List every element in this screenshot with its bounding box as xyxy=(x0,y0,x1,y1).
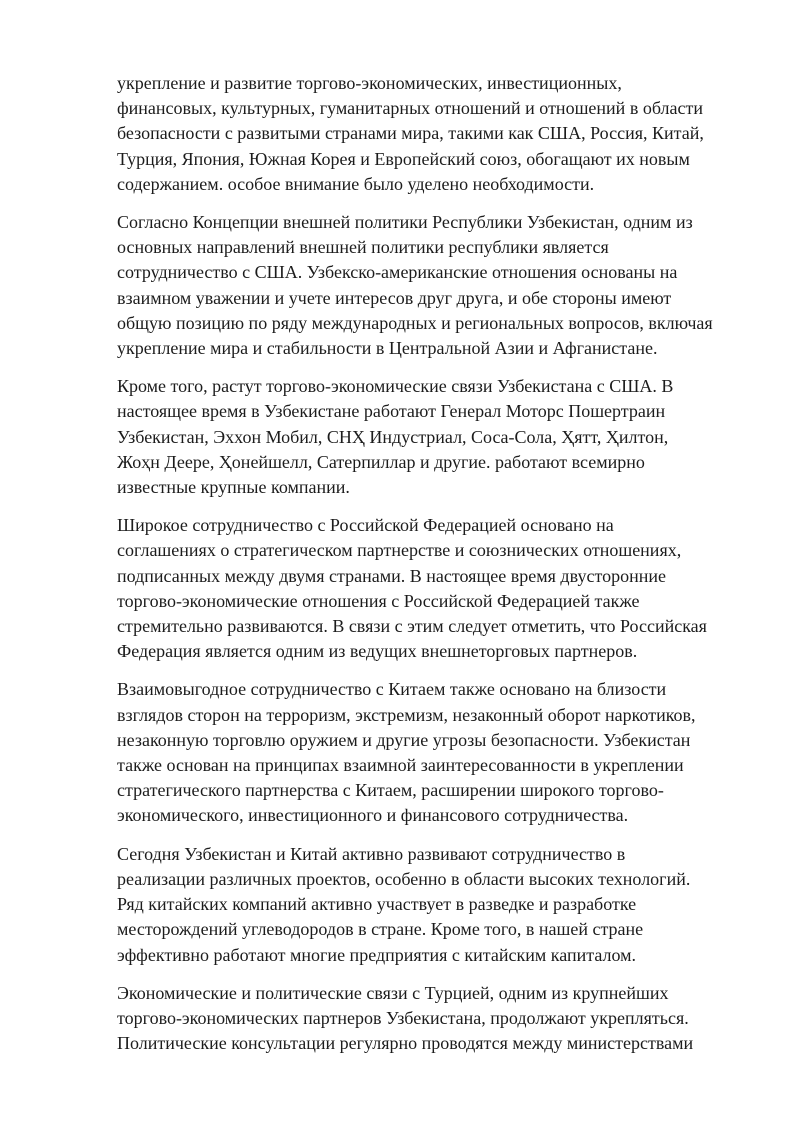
text-line: Ряд китайских компаний активно участвует в разведке и разработке xyxy=(117,894,637,915)
text-line: стратегического партнерства с Китаем, расширении широкого торгово- xyxy=(117,780,664,801)
paragraph-3 xyxy=(117,374,735,500)
text-line: Федерация является одним из ведущих внешнеторговых партнеров. xyxy=(117,641,638,662)
text-line: основных направлений внешней политики республики является xyxy=(117,237,609,258)
paragraph-6 xyxy=(117,842,735,968)
text-line: взглядов сторон на терроризм, экстремизм, незаконный оборот наркотиков, xyxy=(117,704,696,725)
text-line: укрепление и развитие торгово-экономических, инвестиционных, xyxy=(117,73,622,93)
text-line: соглашениях о стратегическом партнерстве и союзнических отношениях, xyxy=(117,540,682,561)
text-line: укрепление мира и стабильности в Центральной Азии и Афганистане. xyxy=(117,338,658,359)
text-line: месторождений углеводородов в стране. Кроме того, в нашей стране xyxy=(117,919,644,940)
text-line: торгово-экономических партнеров Узбекистана, продолжают укрепляться. xyxy=(117,1007,689,1028)
text-line: Согласно Концепции внешней политики Республики Узбекистан, одним из xyxy=(117,212,693,233)
text-line: Жоҳн Деере, Ҳонейшелл, Сатерпиллар и другие. работают всемирно xyxy=(117,451,645,472)
paragraph-1 xyxy=(117,71,735,197)
text-line: эффективно работают многие предприятия с китайским капиталом. xyxy=(117,944,637,965)
text-line: Экономические и политические связи с Турцией, одним из крупнейших xyxy=(117,982,669,1003)
text-line: содержанием. особое внимание было уделено необходимости. xyxy=(117,173,595,194)
text-line: известные крупные компании. xyxy=(117,477,350,498)
paragraph-4 xyxy=(117,513,735,664)
paragraph-2 xyxy=(117,210,735,361)
document-body xyxy=(117,71,735,1069)
paragraph-7 xyxy=(117,981,735,1057)
text-line: также основан на принципах взаимной заинтересованности в укреплении xyxy=(117,755,684,776)
text-line: торгово-экономические отношения с Российской Федерацией также xyxy=(117,590,640,611)
text-line: общую позицию по ряду международных и региональных вопросов, включая xyxy=(117,312,713,333)
text-line: Политические консультации регулярно проводятся между министерствами xyxy=(117,1033,694,1054)
paragraph-5 xyxy=(117,677,735,828)
text-line: Взаимовыгодное сотрудничество с Китаем также основано на близости xyxy=(117,679,667,700)
text-line: безопасности с развитыми странами мира, такими как США, Россия, Китай, xyxy=(117,123,704,144)
text-line: Турция, Япония, Южная Корея и Европейский союз, обогащают их новым xyxy=(117,148,690,169)
text-line: Широкое сотрудничество с Российской Федерацией основано на xyxy=(117,515,614,536)
text-line: финансовых, культурных, гуманитарных отношений и отношений в области xyxy=(117,98,703,119)
text-line: Кроме того, растут торгово-экономические связи Узбекистана с США. В xyxy=(117,376,674,397)
text-line: Узбекистан, Эххон Мобил, СНҲ Индустриал, Сосa-Сола, Ҳятт, Ҳилтон, xyxy=(117,426,669,447)
text-line: сотрудничество с США. Узбекско-американские отношения основаны на xyxy=(117,262,678,283)
text-line: настоящее время в Узбекистане работают Генерал Моторс Пошертраин xyxy=(117,401,666,422)
text-line: реализации различных проектов, особенно в области высоких технологий. xyxy=(117,868,691,889)
text-line: подписанных между двумя странами. В настоящее время двусторонние xyxy=(117,565,666,586)
text-line: незаконную торговлю оружием и другие угрозы безопасности. Узбекистан xyxy=(117,729,691,750)
text-line: Сегодня Узбекистан и Китай активно развивают сотрудничество в xyxy=(117,843,626,864)
text-line: стремительно развиваются. В связи с этим следует отметить, что Российская xyxy=(117,616,707,637)
text-line: взаимном уважении и учете интересов друг друга, и обе стороны имеют xyxy=(117,287,672,308)
text-line: экономического, инвестиционного и финансового сотрудничества. xyxy=(117,805,629,826)
